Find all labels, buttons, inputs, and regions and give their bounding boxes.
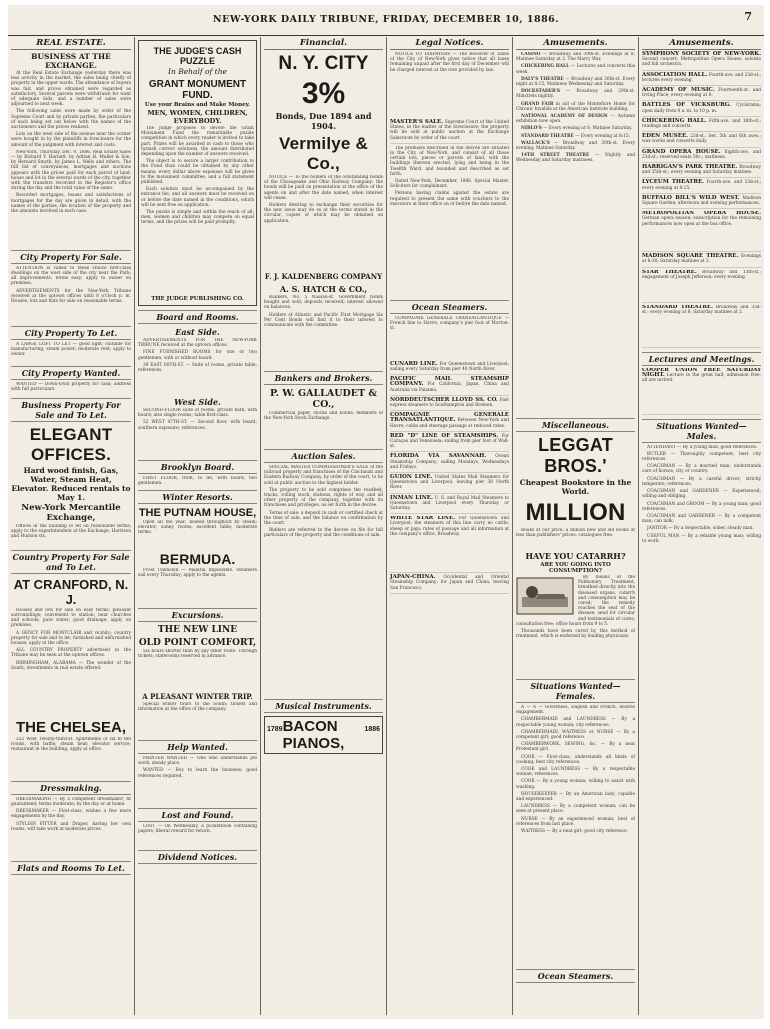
patient-illustration-icon: [516, 577, 574, 615]
classified-text: SECOND-FLOOR suite of rooms, private bath, with board; also single rooms; table first-class. 52 WEST 47TH-ST. — Second floor, with board; southern exposure; references.: [138, 408, 257, 431]
ad-subline: ARE YOU GOING INTO CONSUMPTION?: [540, 562, 611, 574]
body-text: The premises described in the decree are situated in the City of New-York, and consist of all those certain lots, pieces or parcels of land, with the buildings thereon erected, lying and being in the Twelfth Ward, and bounded and described as set forth. Dated New-York, December, 1886. Special Master. Solicitors for complainant. Persons having claims against the estate are required to present the same with vouchers to the executors at their office on or before the date named.: [390, 145, 509, 207]
amusement: CHICKERING HALL. Fifth-ave. and 18th-st.; readings and concerts.: [642, 119, 761, 132]
amusement: ASSOCIATION HALL. Fourth-ave. and 23d-st.; lectures every evening.: [642, 73, 761, 86]
ad-headline: A PLEASANT WINTER TRIP.: [142, 692, 253, 701]
steamer-line: WHITE STAR LINE. For Queenstown and Liverpool; the steamers of this line carry no cattle, sheep or pigs; rates of passage and all information at the company's office, Broadway.: [390, 516, 509, 573]
ad-subline: THE JUDGE PUBLISHING CO.: [151, 296, 244, 302]
ad-subline: Hard wood finish, Gas, Water, Steam Heat, Elevator. Reduced rentals to May 1.: [11, 465, 131, 502]
ad-subline: MEN, WOMEN, CHILDREN, EVERYBODY.: [147, 109, 248, 125]
ad-headline: OLD POINT COMFORT,: [138, 638, 257, 648]
page-number: 7: [744, 10, 752, 23]
section-heading: Help Wanted.: [138, 740, 257, 754]
classified-text: Special winter tours to the South; tickets and information at the office of the company.: [138, 702, 257, 713]
ad-subline: In Behalf of the: [168, 67, 227, 76]
subheading: BUSINESS AT THE EXCHANGE.: [31, 52, 111, 70]
amusement: MADISON SQUARE THEATRE. Evenings at 8:30; Saturday matinee at 2.: [642, 254, 761, 267]
amusement-listings: CASINO — Broadway and 39th-st. Evenings at 8; Matinee Saturday at 2. The Marry War. CHICKERING HALL — Lectures and concerts this week. DALY'S THEATRE — Broadway and 30th-st. Every night at 8:15; Matinees Wednesday and Saturday. DOCKSTADER'S — Broadway and 29th-st. Minstrels nightly. GRAND FAIR in aid of the Montefiore Home for Chronic Invalids at the American Institute building. NATIONAL ACADEMY OF DESIGN — Autumn exhibition now open. NIBLO'S — Every evening at 8; Matinee Saturday. STANDARD THEATRE — Every evening at 8:15. WALLACK'S — Broadway and 30th-st. Every evening; Matinee Saturday. 14TH STREET THEATRE — Nightly and Wednesday and Saturday matinees.: [516, 52, 635, 164]
section-heading: Country Property For Sale and To Let.: [12, 551, 130, 572]
ad-subline: Bonds, Due 1894 and 1904.: [275, 111, 372, 131]
classified-text: ATTENTION is called to these choice first-class dwellings on the west side of the city near the Park; all improvements; terms easy; apply to owner on premises. ADVERTISEMENTS for the New-York Tribune received at the uptown offices until 8 o'clock p. m. Houses, lots and flats for sale on reasonable terms.: [11, 265, 131, 305]
ad-headline: P. W. GALLAUDET & CO.,: [270, 388, 377, 410]
ad-headline: F. J. KALDENBERG COMPANY: [264, 272, 383, 281]
amusement: METROPOLITAN OPERA HOUSE. German opera season; subscription for the remaining performances now open at the box office.: [642, 211, 761, 252]
column-financial: [261, 37, 386, 1017]
ad-year: 1886: [364, 726, 380, 733]
amusement: ACADEMY OF MUSIC. Fourteenth-st. and Irving Place; every evening at 8.: [642, 88, 761, 101]
notice: MASTER'S SALE. Supreme Court of the United States, in the matter of the foreclosure; the property will be sold at public auction at the Exchange Salesroom by order of the court.: [390, 120, 509, 144]
classified-text: FIRST FLOOR, front, to let, with board; two gentlemen.: [138, 476, 257, 486]
amusement: BUFFALO BILL'S WILD WEST. Madison Square Garden; afternoon and evening performances.: [642, 196, 761, 209]
ad-headline: LEGGAT BROS.': [538, 435, 613, 476]
column-header: Amusements.: [516, 38, 635, 50]
body-text: Commercial paper, stocks and bonds; members of the New-York Stock Exchange.: [264, 411, 383, 422]
ad-subline: Cheapest Bookstore in the World.: [519, 478, 632, 496]
section-heading: Lectures and Meetings.: [642, 352, 761, 366]
section-heading: City Property To Let.: [11, 326, 131, 340]
puzzle-ad: [138, 40, 257, 306]
newspaper-page: [8, 5, 764, 1019]
ad-year: 1789: [267, 726, 283, 733]
classified-text: A LARGE LOFT TO LET — good light; suitable for manufacturing; steam power; moderate rent; apply to owner.: [11, 341, 131, 358]
column-header: Financial.: [264, 38, 383, 50]
ad-headline: THE NEW LINE: [157, 625, 238, 635]
amusement: STAR THEATRE. Broadway and 13th-st.; engagement of Joseph Jefferson; every evening.: [642, 270, 761, 303]
ad-headline: BACON PIANOS,: [282, 718, 345, 752]
ad-subline: Use your Brains and Make Money.: [144, 102, 251, 108]
steamer-line: COMPAGNIE GENERALE TRANSATLANTIQUE. Between New-York and Havre; cabin and steerage passage at reduced rates.: [390, 413, 509, 432]
ad-headline: THE JUDGE'S CASH PUZZLE: [153, 46, 242, 66]
masthead-title: NEW-YORK DAILY TRIBUNE, FRIDAY, DECEMBER 10, 1886.: [212, 14, 560, 25]
section-heading: Bankers and Brokers.: [264, 371, 383, 385]
amusement: EDEN MUSEE. 23d-st., bet. 5th and 6th aves.; wax works and concerts daily.: [642, 134, 761, 147]
amusement: SYMPHONY SOCIETY OF NEW-YORK. Second concert; Metropolitan Opera House; soloists and full orchestra.: [642, 52, 761, 71]
classified-text: Six hours shorter than by any other route. Through tickets; staterooms reserved in advance.: [138, 649, 257, 660]
section-heading: Excursions.: [138, 608, 257, 622]
steamer-line: GUION LINE. United States Mail Steamers for Queenstown and Liverpool, leaving pier 38 North River.: [390, 475, 509, 494]
body-text: The Judge proposes to devote the Grant Monument Fund the remarkable puzzle competition in which every reader is invited to take part. Prizes will be awarded in cash to those who furnish correct solutions, the amount distributed depending upon the number of answers received. The object is to secure a larger contribution to the Fund than could be obtained by any other means; every dollar above expenses will be given to the monument committee, and a full statement published. Each solution must be accompanied by the entrance fee, and all answers must be received on or before the date named in the conditions, which will be sent free on application. The puzzle is simple and within the reach of all; men, women and children may compete on equal terms, and the prizes will be paid promptly.: [141, 126, 254, 226]
ad-headline: 3%: [301, 77, 346, 110]
lecture: COOPER UNION FREE SATURDAY NIGHT. Lecture in the great hall; admission free; all are invited.: [642, 368, 761, 415]
ad-headline: Vermilye & Co.,: [279, 134, 368, 173]
situation-listings: ATTENDANT — By a young man; good references. BUTLER — Thoroughly competent; best city references. COACHMAN — By a married man; understands care of horses; city or country. COACHMAN — By a careful driver; strictly temperate; references. COACHMAN and GARDENER — Experienced; willing and obliging. COACHMAN and GROOM — By a young man; good references. COACHMAN and GARDENER — By a competent man; can milk. JANITOR — By a respectable, sober, steady man. USEFUL MAN — By a reliable young man; willing to work.: [642, 444, 761, 544]
classified-text: 222 West Twenty-third-st. Apartments of six to ten rooms, with baths; steam heat; elevator service; restaurant in the building; apply at office.: [11, 736, 131, 753]
amusement: LYCEUM THEATRE. Fourth-ave. and 23d-st.; every evening at 8:15.: [642, 180, 761, 193]
section-heading: Auction Sales.: [264, 449, 383, 463]
section-heading: Situations Wanted—Females.: [516, 679, 635, 703]
classified-text: DRESSMAKING — By a competent dressmaker; fit guaranteed; terms moderate; by the day or at home. DRESSMAKER — First-class, wishes a few more engagements by the day. STYLISH FITTER and Draper, having her own rooms, will take work at moderate prices.: [11, 796, 131, 832]
section-heading: Ocean Steamers.: [390, 300, 509, 314]
amusement: HARRIGAN'S PARK THEATRE. Broadway and 35th-st.; every evening and Saturday matinee.: [642, 165, 761, 178]
body-text: Books at our price; a million new and old books at less than publishers' prices; catalogues free.: [516, 528, 635, 539]
body-text: NOTICE — To the holders of the outstanding bonds of the Chesapeake and Ohio Railway Company: the bonds will be paid on presentation at the office of the agents on and after the date named, when interest will cease. Holders desiring to exchange their securities for the new issue may do so at the terms stated in the circular, copies of which may be obtained on application.: [264, 175, 383, 224]
section-heading: Situations Wanted—Males.: [642, 419, 761, 443]
ad-headline: HAVE YOU CATARRH?: [525, 551, 626, 561]
section-heading: Dividend Notices.: [138, 850, 257, 864]
column-real-estate: [8, 37, 134, 1017]
column-legal-notices: [387, 37, 512, 1017]
steamer-line: CUNARD LINE. For Queenstown and Liverpool; sailing every Saturday from pier 40 North River.: [390, 362, 509, 375]
section-heading: Musical Instruments.: [264, 699, 383, 713]
ad-headline: THE CHELSEA,: [15, 718, 126, 736]
section-heading: Brooklyn Board.: [138, 460, 257, 474]
steamer-line: PACIFIC MAIL STEAMSHIP COMPANY. For California, Japan, China and Australia via Panama.: [390, 377, 509, 396]
piano-ad: [264, 716, 383, 754]
column-amusements: [639, 37, 764, 1017]
column-puzzle-board: [135, 37, 260, 1017]
classified-text: ADVERTISEMENTS FOR THE NEW-YORK TRIBUNE received at the uptown offices. FINE FURNISHED ROOMS for one or two gentlemen, with or without board. 39 EAST 60TH-ST. — Suite of rooms, private table; references.: [138, 338, 257, 374]
section-heading: Business Property For Sale and To Let.: [11, 398, 131, 422]
section-heading: West Side.: [174, 397, 221, 407]
ad-headline: AT CRANFORD, N. J.: [13, 576, 129, 607]
ad-headline: THE PUTNAM HOUSE,: [138, 507, 257, 519]
ad-headline: ELEGANT OFFICES.: [29, 424, 113, 464]
body-text: Bankers, No. 5 Nassau-st. Government bonds bought and sold; deposits received; interest allowed on balances. Holders of Atlantic and Pacific First Mortgage Six Per Cent Bonds will find it to their interest to communicate with the committee.: [264, 295, 383, 329]
steamer-line: INMAN LINE. U. S. and Royal Mail Steamers to Queenstown and Liverpool every Thursday or Saturday.: [390, 496, 509, 515]
body-text: NOTICE TO TAXPAYERS — The Receiver of Taxes of the City of New-York gives notice that all taxes remaining unpaid after the first day of December will be charged interest at the rate provided by law.: [390, 52, 509, 73]
section-heading: City Property For Sale.: [11, 250, 131, 264]
classified-text: Houses and lots for sale on easy terms; pleasant surroundings; convenient to station; near churches and schools; pure water; good drainage; apply on premises. A GENCY FOR MONTCLAIR and vicinity; country property for sale and to let; furnished and unfurnished houses; apply at the office. ALL COUNTRY PROPERTY advertised in the Tribune may be seen at the uptown offices. BIRMINGHAM, ALABAMA — The wonder of the South; investments in real estate offered.: [11, 607, 131, 671]
amusement: STANDARD THEATRE. Broadway and 33d-st.; every evening at 8; Saturday matinee at 2.: [642, 305, 761, 348]
column-header: REAL ESTATE.: [11, 38, 131, 50]
classified-text: Frost Unknown — Malaria Impossible. Steamers sail every Thursday; apply to the agents.: [138, 568, 257, 579]
column-header: Amusements.: [642, 38, 761, 50]
steamer-line: JAPAN-CHINA. Occidental and Oriental Steamship Company; for Japan and China, leaving San Francisco.: [390, 575, 509, 594]
situation-listings: A — A — Governess, English and French, desires engagement. CHAMBERMAID and LAUNDRESS — By a respectable young woman; city references. CHAMBERMAID, WAITRESS or NURSE — By a competent girl; good reference. CHAMBERWORK, SEWING, &c. — By a neat Protestant girl. COOK — First-class; understands all kinds of cooking; best city references. COOK and LAUNDRESS — By a respectable woman; references. COOK — By a young woman; willing to assist with washing. HOUSEKEEPER — By an American lady; capable and experienced. LAUNDRESS — By a competent woman; can be seen at present place. NURSE — By an experienced woman; best of references from last place. WAITRESS — By a neat girl; good city reference.: [516, 705, 635, 835]
section-heading: Dressmaking.: [11, 781, 131, 795]
section-heading: Board and Rooms.: [138, 310, 257, 324]
ad-headline: N. Y. CITY: [278, 53, 369, 74]
section-heading: Lost and Found.: [138, 808, 257, 822]
body-text: New-York, Thursday, Dec. 9, 1886. Real Estate Sales — by Richard V. Harnett, by Adrian H. Muller & Son, by Bernard Smyth, by James L. Wells and others. The full list of conveyances, mortgages and auctions appears with the prices paid for each parcel of land, house and lot in the several wards of the city, together with the transfers recorded in the Register's office during the day and the total value of the same. Recorded mortgages, leases and satisfactions of mortgages for the day are given in detail, with the names of the parties, the location of the property and the amounts involved in each case.: [11, 149, 131, 215]
amusement: GRAND OPERA HOUSE. Eighth-ave. and 23d-st.; reserved seats 50c.; matinees.: [642, 150, 761, 163]
classified-text: Open all the year; heated throughout by steam; elevator; sunny rooms; excellent table; moderate terms.: [138, 520, 257, 536]
body-text: SPECIAL MASTER COMMISSIONER'S SALE of the railroad property and franchises of the Cincinnati and Eastern Railway Company, by order of the court, to be sold at public auction to the highest bidder. The property to be sold comprises the roadbed, tracks, rolling stock, stations, rights of way, and all other property of the company, together with its franchises and privileges, as set forth in the decree. Terms of sale: a deposit in cash or certified check at the time of sale, and the balance on confirmation by the court. Bidders are referred to the decree on file for full particulars of the property and the conditions of sale.: [264, 465, 383, 539]
ad-subline: New-York Mercantile Exchange,: [21, 502, 121, 523]
column-header: Legal Notices.: [390, 38, 509, 50]
section-heading: City Property Wanted.: [11, 366, 131, 380]
ad-headline: GRANT MONUMENT FUND.: [148, 79, 247, 101]
section-heading: East Side.: [175, 327, 220, 337]
classified-text: LOST — On Wednesday, a pocketbook containing papers; liberal reward for return.: [138, 824, 257, 835]
steamer-line: RED "D" LINE OF STEAMSHIPS. For Curaçao and Venezuela; sailing from pier foot of Wall-st.: [390, 434, 509, 453]
body-text: COMPAGNIE GENERALE TRANSATLANTIQUE — French line to Havre; company's pier foot of Morton-st.: [390, 315, 509, 332]
ad-headline: A. S. HATCH & CO.,: [279, 284, 368, 294]
masthead: [8, 5, 764, 36]
section-heading: Winter Resorts.: [138, 490, 257, 504]
section-heading: Miscellaneous.: [516, 418, 635, 432]
catarrh-ad: By means of the Pulmonary Treatment, breathed directly into the diseased organs, catarrh and consumption may be cured; the remedy reaches the seat of the disease; send for circular and testimonials of cures; consultation free; office hours from 9 to 5. Thousands have been cured by this method of treatment, which is endorsed by leading physicians.: [516, 575, 635, 640]
ad-headline: BERMUDA.: [159, 551, 236, 567]
ad-headline: MILLION: [525, 499, 626, 526]
classified-text: WANTED — Down-town property for cash; address with full particulars.: [11, 381, 131, 393]
amusement: BATTLES OF VICKSBURG. Cyclorama; open daily from 9 a. m. to 10 p. m.: [642, 103, 761, 116]
steamer-line: FLORIDA VIA SAVANNAH. Ocean Steamship Company; sailing Mondays, Wednesdays and Fridays.: [390, 454, 509, 473]
classified-text: PRINTER WANTED — One who understands job work; steady place. WANTED — Boy to learn the business; good references required.: [138, 756, 257, 779]
section-heading: Flats and Rooms To Let.: [11, 861, 131, 875]
section-heading: Ocean Steamers.: [516, 969, 635, 983]
body-text: At the Real Estate Exchange yesterday there was less activity in the market, the sales being chiefly of property in the upper wards. The attendance of buyers was fair, and prices obtained were regarded as satisfactory. Several parcels were withdrawn for want of adequate bids, and a number of sales were adjourned to next week. The following sales were made by order of the Supreme Court and by private parties, the particulars of each being set out below with the names of the auctioneers and the prices realized. Lots on the west side of the avenue near the corner were bought in by the plaintiffs in foreclosure for the amount of the judgment with interest and costs.: [11, 71, 131, 148]
classified-text: Offices in the building to let on reasonable terms; apply to the superintendent at the Exchange, Harrison and Hudson sts.: [11, 523, 131, 540]
steamer-line: NORDDEUTSCHER LLOYD SS. CO. Fast express steamers to Southampton and Bremen.: [390, 398, 509, 411]
column-amusements-misc: [513, 37, 638, 1017]
